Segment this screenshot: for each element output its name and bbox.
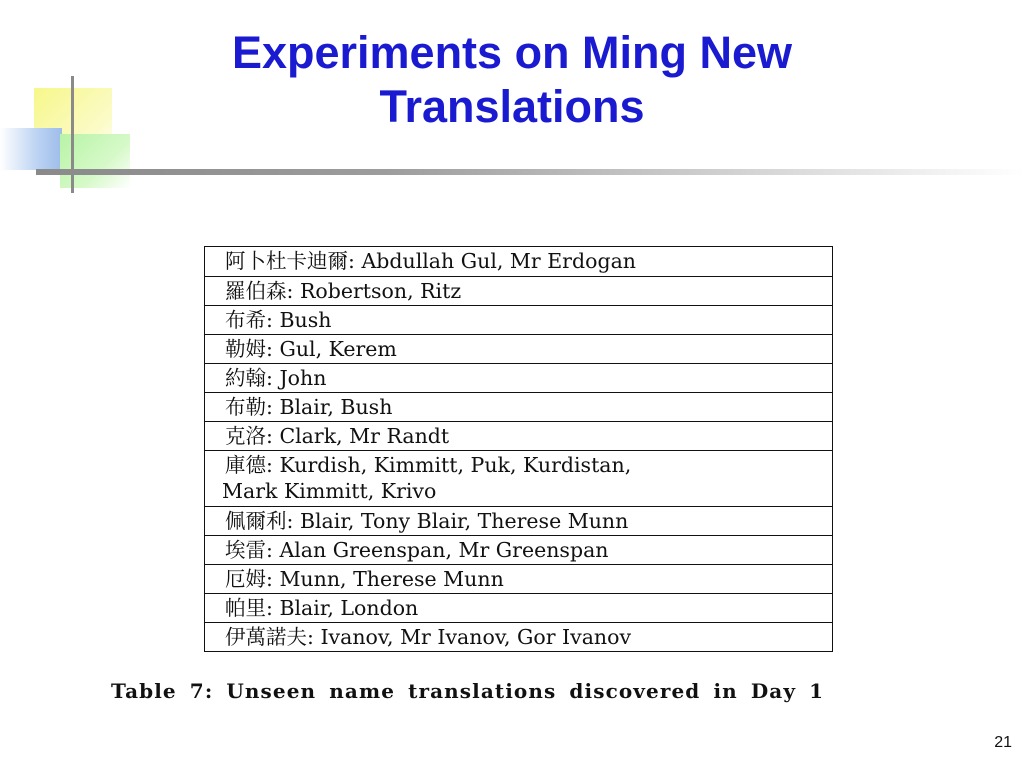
table-row: 克洛: Clark, Mr Randt	[205, 421, 832, 450]
english-names: Robertson, Ritz	[299, 279, 462, 303]
english-names: Clark, Mr Randt	[279, 424, 450, 448]
english-names: Ivanov, Mr Ivanov, Gor Ivanov	[320, 625, 632, 649]
english-names: Blair, Tony Blair, Therese Munn	[299, 509, 629, 533]
chinese-name: 勒姆	[225, 337, 266, 361]
decorative-horizontal-rule	[36, 169, 1024, 175]
table-row: 佩爾利: Blair, Tony Blair, Therese Munn	[205, 506, 832, 535]
chinese-name: 帕里	[225, 596, 266, 620]
table-row: 阿卜杜卡迪爾: Abdullah Gul, Mr Erdogan	[225, 249, 636, 273]
english-names-continuation: Mark Kimmitt, Krivo	[222, 479, 437, 503]
table-row: 布希: Bush	[205, 305, 832, 334]
chinese-name: 庫德	[225, 453, 266, 477]
table-row: 羅伯森: Robertson, Ritz	[205, 276, 832, 305]
table-row: 伊萬諾夫: Ivanov, Mr Ivanov, Gor Ivanov	[205, 622, 832, 651]
chinese-name: 布希	[225, 308, 266, 332]
chinese-name: 埃雷	[225, 538, 266, 562]
slide-title: Experiments on Ming New Translations	[231, 27, 793, 132]
table-row: 庫德: Kurdish, Kimmitt, Puk, Kurdistan, Mark Kimmitt, Krivo	[205, 450, 832, 506]
english-names: Gul, Kerem	[279, 337, 397, 361]
chinese-name: 佩爾利	[225, 509, 287, 533]
table-caption: Table 7: Unseen name translations discovered in Day 1	[111, 679, 825, 703]
decorative-vertical-line	[71, 76, 74, 193]
table-row: 埃雷: Alan Greenspan, Mr Greenspan	[205, 535, 832, 564]
english-names: John	[279, 366, 327, 390]
chinese-name: 約翰	[225, 366, 266, 390]
chinese-name: 布勒	[225, 395, 266, 419]
table-row: 勒姆: Gul, Kerem	[205, 334, 832, 363]
english-names: Abdullah Gul, Mr Erdogan	[361, 249, 636, 273]
table-row: 帕里: Blair, London	[205, 593, 832, 622]
chinese-name: 阿卜杜卡迪爾	[225, 249, 348, 273]
page-number: 21	[994, 734, 1012, 751]
chinese-name: 厄姆	[225, 567, 266, 591]
english-names: Alan Greenspan, Mr Greenspan	[279, 538, 609, 562]
table-row: 厄姆: Munn, Therese Munn	[205, 564, 832, 593]
english-names: Kurdish, Kimmitt, Puk, Kurdistan,	[279, 453, 632, 477]
english-names: Blair, Bush	[279, 395, 393, 419]
translations-table	[204, 246, 833, 652]
table-row: 布勒: Blair, Bush	[205, 392, 832, 421]
english-names: Munn, Therese Munn	[279, 567, 504, 591]
chinese-name: 克洛	[225, 424, 266, 448]
english-names: Blair, London	[279, 596, 419, 620]
table-row: 約翰: John	[205, 363, 832, 392]
chinese-name: 伊萬諾夫	[225, 625, 307, 649]
chinese-name: 羅伯森	[225, 279, 287, 303]
english-names: Bush	[279, 308, 332, 332]
decorative-blue-square	[0, 128, 62, 170]
